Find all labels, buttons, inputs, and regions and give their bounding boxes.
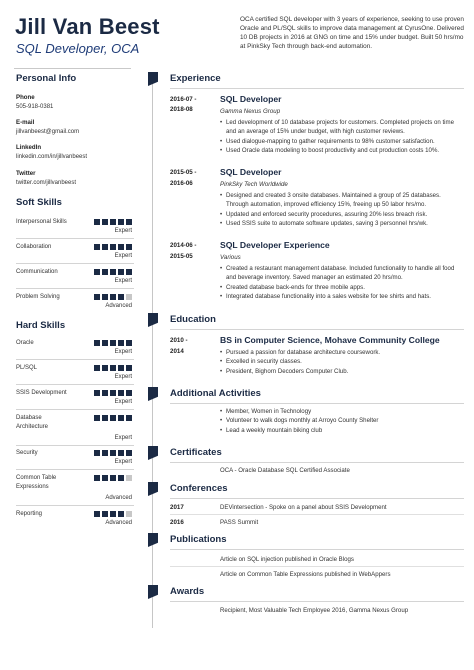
skill-name: Problem Solving [16,294,60,300]
rating-square-filled [126,415,132,421]
section-flag-icon [148,446,158,460]
skill-rating [94,269,132,275]
rating-square-filled [110,294,116,300]
skill-name: Reporting [16,511,43,517]
rating-square-filled [94,269,100,275]
skill-divider [16,288,134,289]
skill-level: Advanced [105,520,132,526]
skill-level: Expert [114,349,132,355]
section-divider [170,329,464,330]
company-name: PinkSky Tech Worldwide [220,181,288,188]
skill-rating [94,511,132,517]
list-item: • Member, Women in Technology [220,407,464,416]
list-item: • Volunteer to walk dogs monthly at Arroyo County Shelter [220,416,464,425]
personal-info-heading: Personal Info [16,73,77,84]
rating-square-empty [126,511,132,517]
section-heading: Experience [170,73,221,84]
rating-square-filled [126,219,132,225]
list-item: • Led development of 10 database projects for customers. Completed projects on time and an average of 15% under budget, with high customer reviews. [220,118,464,137]
rating-square-filled [102,450,108,456]
job-bullets [220,264,464,302]
certificate-item: OCA - Oracle Database SQL Certified Associate [220,467,350,474]
section-divider [170,498,464,499]
skill-level: Expert [114,374,132,380]
list-item: • Designed and created 3 onsite databases. Maintained a group of 25 databases. Through automation, improved efficiency 15%, freeing up 50 labor hrs/mo. [220,191,464,210]
section-flag-icon [148,482,158,496]
section-heading: Publications [170,534,227,545]
rating-square-filled [94,340,100,346]
skill-divider [16,445,134,446]
rating-square-filled [102,475,108,481]
rating-square-filled [118,244,124,250]
skill-rating [94,294,132,300]
rating-square-filled [94,244,100,250]
rating-square-filled [94,294,100,300]
section-divider [170,601,464,602]
rating-square-filled [110,244,116,250]
summary: OCA certified SQL developer with 3 years of experience, seeking to use proven Oracle and PL/SQL skills to improve data management at CyrusOne. Delivered 10 DB projects in 2016 at GNG on time and 15% under budget. Built 50 hrs/mo at PinkSky Tech through back-end automation. [240,16,464,51]
section-divider [170,403,464,404]
job-title: SQL Developer, OCA [16,41,140,56]
rating-square-filled [118,390,124,396]
conferences-section-header [148,482,464,496]
skill-divider [16,469,134,470]
rating-square-filled [118,475,124,481]
list-item: • Pursued a passion for database architecture coursework. [220,348,464,357]
twitter-value[interactable]: twitter.com/jillvanbeest [16,180,77,186]
skill-name: Collaboration [16,244,52,250]
publications-section-header [148,533,464,547]
email-label: E-mail [16,119,35,126]
rating-square-filled [126,244,132,250]
rating-square-empty [126,475,132,481]
skill-level: Advanced [105,303,132,309]
job-title: SQL Developer [220,167,282,177]
list-item: • Used SSIS suite to automate software updates, saving 3 personnel hrs/wk. [220,219,464,228]
conference-item: PASS Summit [220,519,259,526]
rating-square-filled [102,415,108,421]
skill-rating [94,244,132,250]
skill-name: SSIS Development [16,390,67,396]
skill-rating [94,365,132,371]
skill-rating [94,415,132,421]
section-heading: Conferences [170,483,228,494]
rating-square-filled [126,365,132,371]
job-end-date: 2015-05 [170,253,193,260]
skill-divider [16,409,134,410]
skill-divider [16,238,134,239]
skill-name: Communication [16,269,58,275]
rating-square-filled [102,511,108,517]
section-flag-icon [148,387,158,401]
skill-name: Database Architecture [16,415,49,430]
rating-square-filled [126,340,132,346]
linkedin-label: LinkedIn [16,144,42,151]
list-item: • Lead a weekly mountain biking club [220,426,464,435]
rating-square-filled [102,340,108,346]
degree-title: BS in Computer Science, Mohave Community College [220,335,440,345]
rating-square-filled [94,365,100,371]
section-heading: Education [170,314,216,325]
skill-level: Expert [114,228,132,234]
section-flag-icon [148,585,158,599]
company-name: Various [220,254,241,261]
section-divider [170,462,464,463]
soft-skills-heading: Soft Skills [16,197,62,208]
header-divider [14,68,131,69]
list-item: • President, Bighorn Decoders Computer Club. [220,367,464,376]
publication-item: Article on Common Table Expressions published in WebAppers [220,571,391,578]
twitter-label: Twitter [16,170,36,177]
rating-square-empty [126,294,132,300]
linkedin-value[interactable]: linkedin.com/in/jillvanbeest [16,154,88,160]
job-end-date: 2016-06 [170,180,193,187]
row-divider [170,514,464,515]
company-name: Gamma Nexus Group [220,108,281,115]
experience-section-header [148,72,464,86]
activities-bullets [220,407,464,435]
rating-square-filled [118,365,124,371]
conference-year: 2017 [170,504,184,511]
publication-item: Article on SQL injection published in Oracle Blogs [220,556,354,563]
list-item: • Updated and enforced security procedures, assuring 20% less breach risk. [220,210,464,219]
rating-square-filled [94,475,100,481]
education-end-date: 2014 [170,348,184,355]
job-start-date: 2015-05 - [170,169,197,176]
rating-square-filled [94,511,100,517]
list-item: • Used Oracle data modeling to boost productivity and cut production costs 10%. [220,146,464,155]
rating-square-filled [94,390,100,396]
skill-divider [16,263,134,264]
skill-level: Expert [114,435,132,441]
skill-level: Expert [114,399,132,405]
education-section-header [148,313,464,327]
skill-divider [16,384,134,385]
row-divider [170,566,464,567]
list-item: • Integrated database functionality into a sales website for tee shirts and hats. [220,292,464,301]
job-title: SQL Developer [220,94,282,104]
list-item: • Created database back-ends for three mobile apps. [220,283,464,292]
rating-square-filled [118,269,124,275]
section-heading: Awards [170,586,205,597]
hard-skills-heading: Hard Skills [16,320,66,331]
rating-square-filled [118,450,124,456]
skill-name: Interpersonal Skills [16,219,67,225]
awards-section-header [148,585,464,599]
activities-section-header [148,387,464,401]
rating-square-filled [94,450,100,456]
rating-square-filled [102,365,108,371]
skill-name: PL/SQL [16,365,38,371]
rating-square-filled [94,219,100,225]
section-flag-icon [148,313,158,327]
conference-item: DEVintersection - Spoke on a panel about SSIS Development [220,504,387,511]
skill-rating [94,219,132,225]
skill-name: Common Table Expressions [16,475,57,490]
rating-square-filled [118,340,124,346]
education-bullets [220,348,464,376]
rating-square-filled [118,294,124,300]
rating-square-filled [118,511,124,517]
rating-square-filled [118,219,124,225]
skill-rating [94,340,132,346]
rating-square-filled [110,219,116,225]
rating-square-filled [126,450,132,456]
job-bullets [220,118,464,156]
rating-square-filled [110,450,116,456]
section-flag-icon [148,533,158,547]
skill-level: Expert [114,278,132,284]
skill-name: Oracle [16,340,34,346]
job-title: SQL Developer Experience [220,240,330,250]
skill-rating [94,475,132,481]
rating-square-filled [110,340,116,346]
rating-square-filled [118,415,124,421]
rating-square-filled [102,294,108,300]
section-flag-icon [148,72,158,86]
rating-square-filled [102,390,108,396]
skill-rating [94,390,132,396]
list-item: • Created a restaurant management database. Included functionality to handle all food and beverage inventory. Saved manager an estimated 20 hrs/mo. [220,264,464,283]
rating-square-filled [102,269,108,275]
skill-divider [16,505,134,506]
rating-square-filled [110,415,116,421]
rating-square-filled [110,365,116,371]
rating-square-filled [110,269,116,275]
phone-value: 505-918-0381 [16,104,54,110]
job-end-date: 2018-08 [170,106,193,113]
list-item: • Excelled in security classes. [220,357,464,366]
rating-square-filled [102,244,108,250]
rating-square-filled [110,390,116,396]
rating-square-filled [110,475,116,481]
skill-name: Security [16,450,38,456]
rating-square-filled [110,511,116,517]
section-heading: Certificates [170,447,222,458]
skill-level: Expert [114,253,132,259]
job-bullets [220,191,464,229]
rating-square-filled [102,219,108,225]
skill-divider [16,359,134,360]
phone-label: Phone [16,94,35,101]
skill-level: Advanced [105,495,132,501]
education-start-date: 2010 - [170,337,188,344]
email-value[interactable]: jillvanbeest@gmail.com [16,129,80,135]
certificates-section-header [148,446,464,460]
skill-rating [94,450,132,456]
section-heading: Additional Activities [170,388,261,399]
list-item: • Used dialogue-mapping to gather requirements to 98% customer satisfaction. [220,137,464,146]
award-item: Recipient, Most Valuable Tech Employee 2016, Gamma Nexus Group [220,607,409,614]
rating-square-filled [126,390,132,396]
job-start-date: 2016-07 - [170,96,197,103]
rating-square-filled [126,269,132,275]
skill-level: Expert [114,459,132,465]
job-start-date: 2014-06 - [170,242,197,249]
rating-square-filled [94,415,100,421]
conference-year: 2016 [170,519,184,526]
section-divider [170,88,464,89]
section-divider [170,549,464,550]
candidate-name: Jill Van Beest [15,14,160,39]
